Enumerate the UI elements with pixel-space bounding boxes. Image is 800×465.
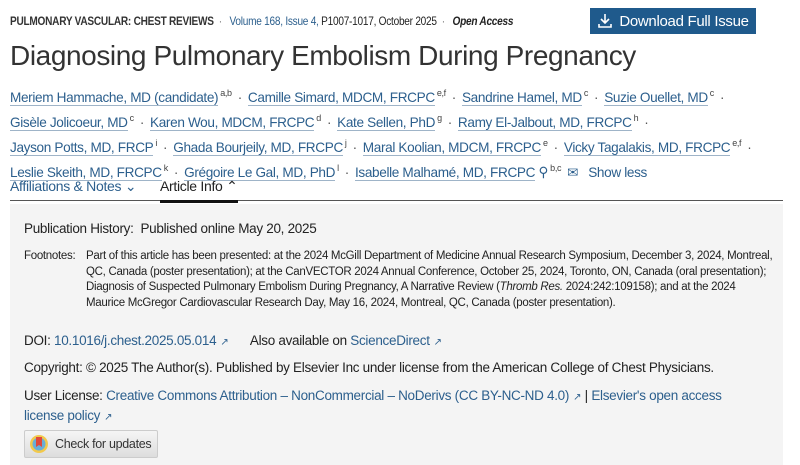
policy-link[interactable]: Elsevier's open access license policy <box>24 388 722 423</box>
affiliation-sup: i <box>155 138 158 149</box>
pub-label: Publication History: <box>24 221 134 236</box>
pub-value: Published online May 20, 2025 <box>140 221 317 236</box>
footnotes-part: 2024:242:109158); and at the 2024 Maurice McGregor Cardiovascular Research Day, May 16, 2024, Montreal, QC, Canada (poster presentation). <box>86 281 736 309</box>
author-link[interactable]: Maral Koolian, MDCM, FRCPC <box>362 139 541 155</box>
separator: · <box>173 164 179 180</box>
external-link-icon: ↗ <box>573 392 582 403</box>
separator: · <box>237 89 242 105</box>
separator: · <box>594 89 599 105</box>
author-link[interactable]: Jayson Potts, MD, FRCP <box>10 139 154 155</box>
also-available-label: Also available on <box>249 333 347 348</box>
email-icon[interactable]: ✉ <box>567 164 579 180</box>
separator: · <box>163 139 168 155</box>
tab-affiliations-notes[interactable] <box>10 178 136 200</box>
open-access-label: Open Access <box>452 14 514 28</box>
external-link-icon: ↗ <box>433 337 442 348</box>
affiliation-sup: d <box>316 113 321 124</box>
affiliation-sup: k <box>163 163 168 174</box>
affiliation-sup: c <box>129 113 134 124</box>
author-link[interactable]: Sandrine Hamel, MD <box>461 89 582 105</box>
author-list <box>10 83 757 183</box>
author-link[interactable]: Leslie Skeith, MD, FRCPC <box>10 164 162 180</box>
publication-history <box>24 221 316 236</box>
download-icon <box>597 13 613 29</box>
license-label: User License: <box>24 388 103 403</box>
footnotes-label: Footnotes: <box>24 250 76 262</box>
check-for-updates-button[interactable] <box>24 430 158 458</box>
author-link[interactable]: Ramy El-Jalbout, MD, FRCPC <box>457 114 632 130</box>
affiliation-sup: e,f <box>436 88 446 98</box>
footnotes-text <box>86 249 774 311</box>
separator: · <box>352 139 357 155</box>
user-license: User License: Creative Commons Attribution – NonCommercial – NoDerivs (CC BY-NC-ND 4.0) ↗ | Elsevier's open access license policy ↗ <box>24 388 722 423</box>
separator: · <box>139 114 144 130</box>
separator: · <box>719 89 725 105</box>
affiliation-sup: b,c <box>550 163 562 174</box>
affiliation-sup: e,f <box>732 138 742 149</box>
author-link[interactable]: Karen Wou, MDCM, FRCPC <box>150 114 315 130</box>
article-title: Diagnosing Pulmonary Embolism During Pregnancy <box>10 40 636 71</box>
journal-bar: PULMONARY VASCULAR: CHEST REVIEWS · Volume 168, Issue 4, P1007-1017, October 2025 · Open Access <box>10 14 514 28</box>
pages-date: P1007-1017, October 2025 <box>321 14 437 28</box>
tab-label: Affiliations & Notes <box>10 178 122 194</box>
separator: · <box>447 114 452 130</box>
author-line <box>10 108 757 133</box>
separator: · <box>644 114 649 130</box>
author-link[interactable]: Gisèle Jolicoeur, MD <box>10 114 128 130</box>
affiliation-sup: c <box>709 88 714 98</box>
affiliation-sup: h <box>633 113 639 124</box>
external-link-icon: ↗ <box>104 412 113 423</box>
article-info-panel <box>10 204 783 465</box>
footnotes <box>24 249 774 311</box>
author-link[interactable]: Grégoire Le Gal, MD, PhD <box>184 164 336 180</box>
license-link[interactable]: Creative Commons Attribution – NonCommercial – NoDerivs (CC BY-NC-ND 4.0) <box>106 388 570 403</box>
author-link[interactable]: Suzie Ouellet, MD <box>604 89 708 105</box>
affiliation-sup: j <box>344 138 347 149</box>
affiliation-sup: l <box>337 163 339 174</box>
doi-link[interactable]: 10.1016/j.chest.2025.05.014 <box>54 333 217 348</box>
author-link[interactable]: Vicky Tagalakis, MD, FRCPC <box>563 139 731 155</box>
separator: · <box>553 139 558 155</box>
separator: · <box>451 89 456 105</box>
separator: · <box>747 139 752 155</box>
article-tabs <box>10 178 783 201</box>
sciencedirect-link[interactable]: ScienceDirect <box>350 333 430 348</box>
separator: · <box>326 114 332 130</box>
chevron-down-icon: ⌄ <box>124 178 137 194</box>
doi-row <box>24 333 442 348</box>
author-link[interactable]: Isabelle Malhamé, MD, FRCPC <box>354 164 536 180</box>
separator: · <box>344 164 349 180</box>
crossmark-icon <box>29 434 49 454</box>
person-icon: ⚲ <box>535 164 549 180</box>
affiliation-sup: e <box>543 138 548 149</box>
volume-link[interactable]: Volume 168, Issue 4, <box>229 14 319 28</box>
download-full-issue-button[interactable] <box>590 8 756 34</box>
tab-article-info[interactable] <box>160 178 238 203</box>
show-less-link[interactable]: Show less <box>588 164 647 180</box>
author-link[interactable]: Meriem Hammache, MD (candidate) <box>10 89 219 105</box>
author-line <box>10 133 757 158</box>
copyright: Copyright: © 2025 The Author(s). Published by Elsevier Inc under license from the American College of Chest Physicians. <box>24 360 714 375</box>
check-updates-label: Check for updates <box>55 437 152 451</box>
journal-name: PULMONARY VASCULAR: CHEST REVIEWS <box>10 14 214 28</box>
author-link[interactable]: Kate Sellen, PhD <box>337 114 436 130</box>
affiliation-sup: c <box>583 88 588 98</box>
footnotes-part: Part of this article has been presented: at the 2024 McGill Department of Medicine Annual Research Symposium, December 3, 2024, Montreal, QC, Canada (poster presentation); at the CanVECTOR 2024 Annual Conference, October 25, 2024, Toronto, ON, Canada (oral presentation); Diagnosis of Suspected Pulmonary Embolism During Pregnancy, A Narrative Review ( <box>86 250 773 293</box>
affiliation-sup: a,b <box>220 88 232 98</box>
doi-label: DOI: <box>24 333 51 348</box>
footnotes-italic: Thromb Res. <box>499 281 563 293</box>
author-link[interactable]: Camille Simard, MDCM, FRCPC <box>247 89 435 105</box>
tab-label: Article Info <box>160 178 223 194</box>
author-link[interactable]: Ghada Bourjeily, MD, FRCPC <box>173 139 343 155</box>
author-line <box>10 83 757 108</box>
affiliation-sup: g <box>437 113 442 124</box>
external-link-icon: ↗ <box>220 337 229 348</box>
download-label: Download Full Issue <box>619 12 749 30</box>
chevron-up-icon: ⌃ <box>226 178 238 194</box>
